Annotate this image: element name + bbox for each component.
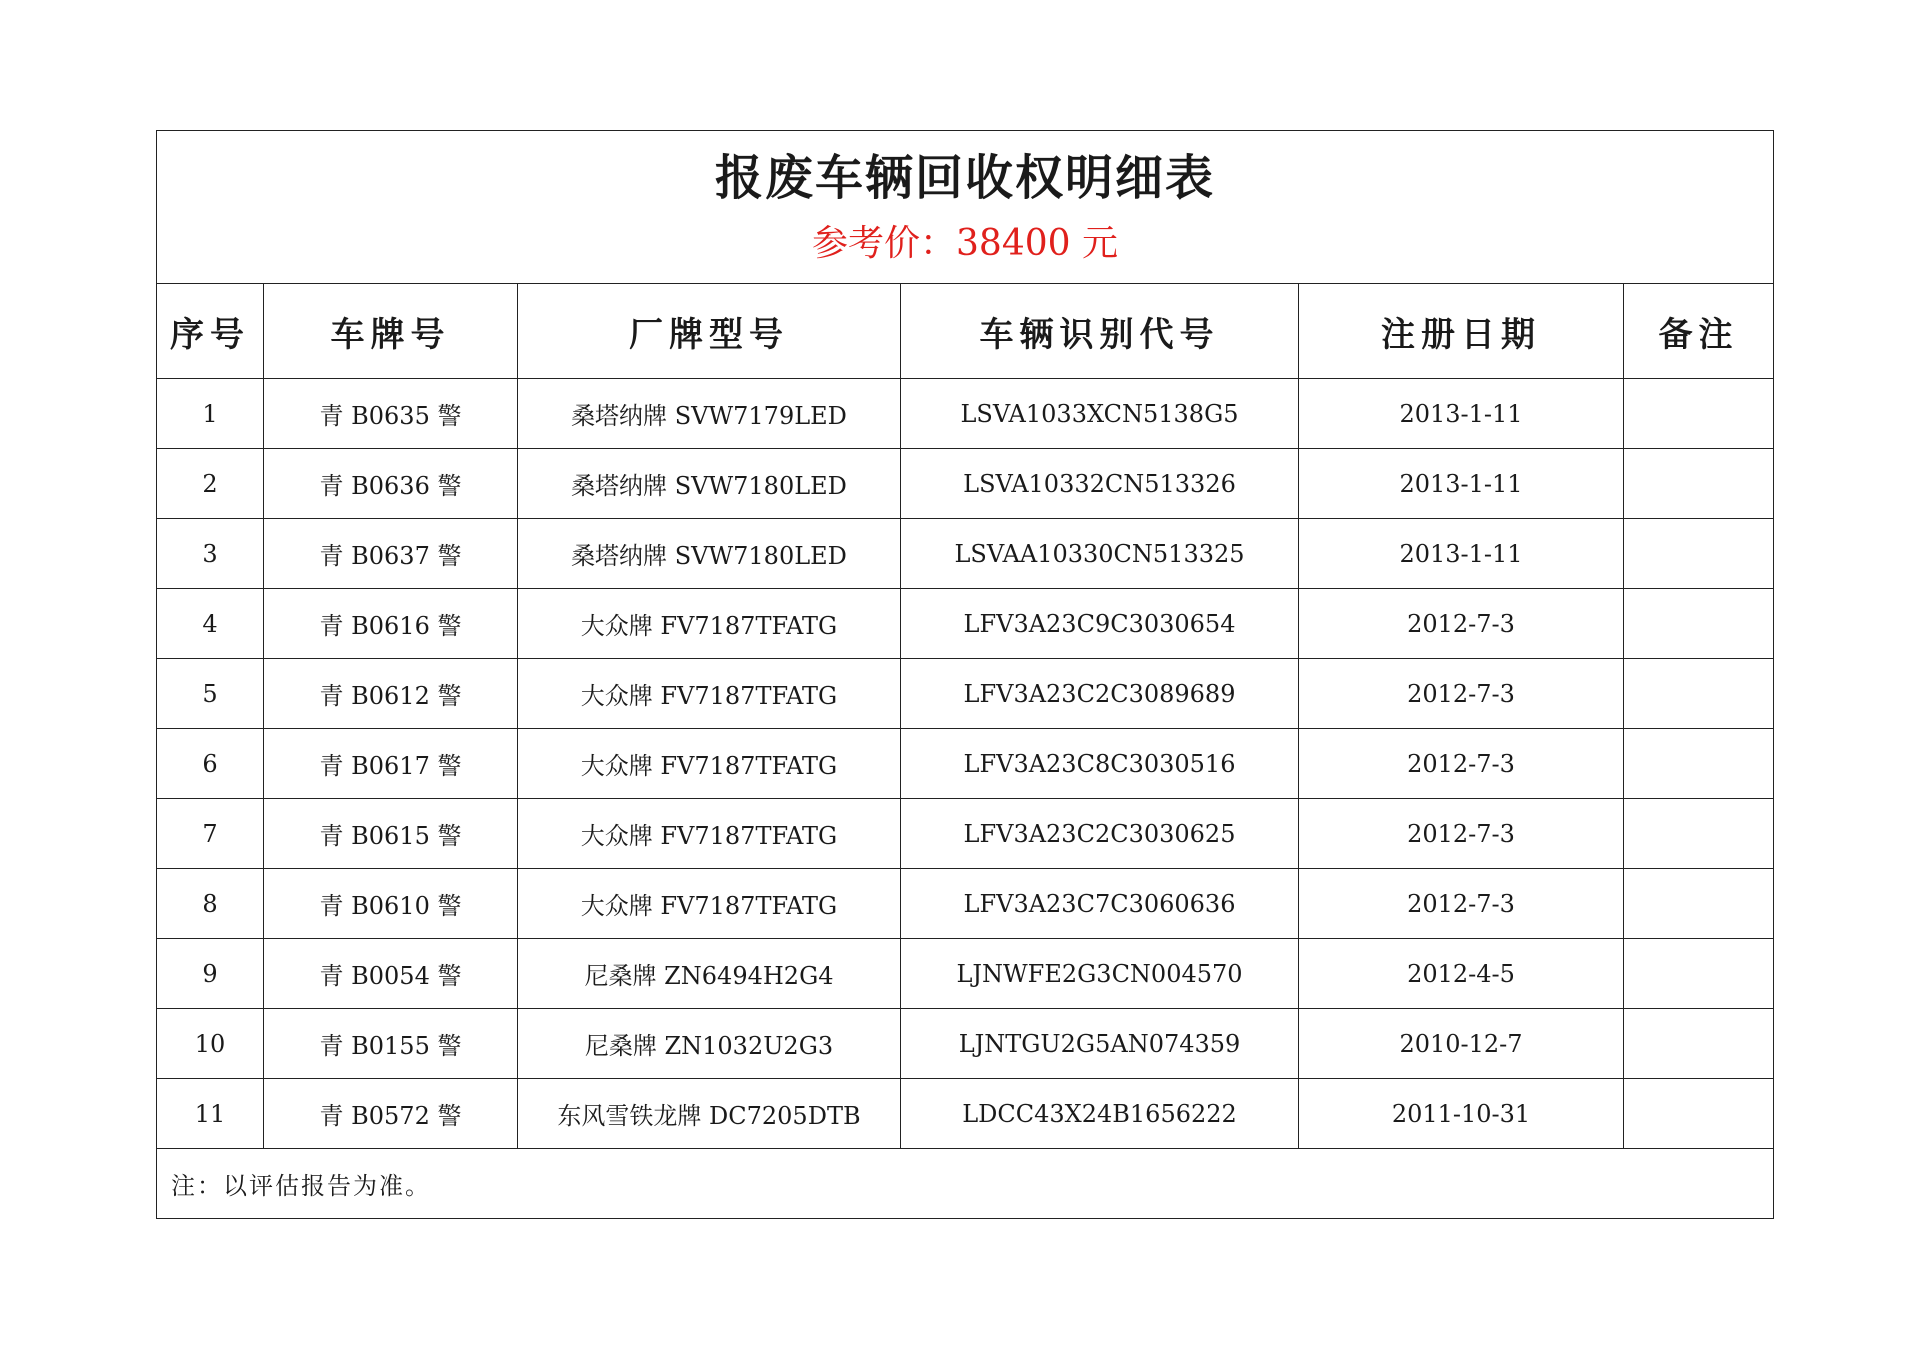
table-row [157,1009,1774,1079]
cell-model: 尼桑牌 ZN1032U2G3 [518,1009,901,1079]
cell-vin: LFV3A23C2C3030625 [901,799,1299,869]
cell-remarks [1624,519,1774,589]
cell-reg-date: 2010-12-7 [1299,1009,1624,1079]
cell-index: 4 [157,589,264,659]
column-header-reg-date: 注册日期 [1299,284,1624,379]
cell-plate: 青 B0637 警 [264,519,518,589]
cell-model: 尼桑牌 ZN6494H2G4 [518,939,901,1009]
cell-plate: 青 B0616 警 [264,589,518,659]
column-header-plate: 车牌号 [264,284,518,379]
cell-remarks [1624,449,1774,519]
cell-model: 大众牌 FV7187TFATG [518,659,901,729]
footnote: 注：以评估报告为准。 [157,1149,1774,1219]
cell-vin: LDCC43X24B1656222 [901,1079,1299,1149]
table-row [157,519,1774,589]
cell-reg-date: 2012-7-3 [1299,869,1624,939]
cell-vin: LSVA10332CN513326 [901,449,1299,519]
cell-remarks [1624,589,1774,659]
cell-model: 桑塔纳牌 SVW7180LED [518,449,901,519]
column-header-model: 厂牌型号 [518,284,901,379]
column-header-index: 序号 [157,284,264,379]
cell-remarks [1624,799,1774,869]
cell-model: 桑塔纳牌 SVW7179LED [518,379,901,449]
cell-plate: 青 B0610 警 [264,869,518,939]
cell-remarks [1624,869,1774,939]
cell-vin: LFV3A23C2C3089689 [901,659,1299,729]
cell-index: 8 [157,869,264,939]
cell-vin: LJNTGU2G5AN074359 [901,1009,1299,1079]
cell-remarks [1624,729,1774,799]
cell-vin: LFV3A23C8C3030516 [901,729,1299,799]
header-row [157,284,1774,379]
cell-reg-date: 2012-7-3 [1299,729,1624,799]
title-block [157,131,1774,284]
table-row [157,589,1774,659]
table-row [157,379,1774,449]
cell-plate: 青 B0636 警 [264,449,518,519]
vehicle-detail-table [156,130,1774,1219]
cell-remarks [1624,1079,1774,1149]
cell-vin: LJNWFE2G3CN004570 [901,939,1299,1009]
table-row [157,939,1774,1009]
cell-vin: LSVAA10330CN513325 [901,519,1299,589]
column-header-vin: 车辆识别代号 [901,284,1299,379]
cell-plate: 青 B0635 警 [264,379,518,449]
cell-model: 大众牌 FV7187TFATG [518,869,901,939]
cell-index: 9 [157,939,264,1009]
cell-reg-date: 2013-1-11 [1299,519,1624,589]
column-header-remarks: 备注 [1624,284,1774,379]
cell-remarks [1624,1009,1774,1079]
cell-index: 6 [157,729,264,799]
cell-model: 桑塔纳牌 SVW7180LED [518,519,901,589]
cell-index: 5 [157,659,264,729]
cell-index: 2 [157,449,264,519]
cell-model: 大众牌 FV7187TFATG [518,729,901,799]
table-row [157,729,1774,799]
table-row [157,799,1774,869]
cell-index: 11 [157,1079,264,1149]
cell-model: 大众牌 FV7187TFATG [518,589,901,659]
cell-reg-date: 2012-7-3 [1299,589,1624,659]
cell-plate: 青 B0054 警 [264,939,518,1009]
cell-model: 大众牌 FV7187TFATG [518,799,901,869]
cell-plate: 青 B0615 警 [264,799,518,869]
page-title: 报废车辆回收权明细表 [715,150,1216,206]
table-body [157,379,1774,1149]
cell-reg-date: 2013-1-11 [1299,449,1624,519]
cell-index: 1 [157,379,264,449]
cell-reg-date: 2012-7-3 [1299,799,1624,869]
cell-remarks [1624,659,1774,729]
table-row [157,869,1774,939]
table-row [157,1079,1774,1149]
cell-remarks [1624,379,1774,449]
cell-remarks [1624,939,1774,1009]
cell-index: 10 [157,1009,264,1079]
cell-model: 东风雪铁龙牌 DC7205DTB [518,1079,901,1149]
cell-vin: LFV3A23C7C3060636 [901,869,1299,939]
table-row [157,449,1774,519]
cell-reg-date: 2012-4-5 [1299,939,1624,1009]
cell-plate: 青 B0155 警 [264,1009,518,1079]
cell-reg-date: 2012-7-3 [1299,659,1624,729]
cell-vin: LFV3A23C9C3030654 [901,589,1299,659]
table-row [157,659,1774,729]
cell-plate: 青 B0572 警 [264,1079,518,1149]
cell-plate: 青 B0612 警 [264,659,518,729]
cell-index: 3 [157,519,264,589]
cell-reg-date: 2011-10-31 [1299,1079,1624,1149]
cell-plate: 青 B0617 警 [264,729,518,799]
cell-reg-date: 2013-1-11 [1299,379,1624,449]
cell-vin: LSVA1033XCN5138G5 [901,379,1299,449]
cell-index: 7 [157,799,264,869]
reference-price: 参考价：38400 元 [812,223,1118,264]
